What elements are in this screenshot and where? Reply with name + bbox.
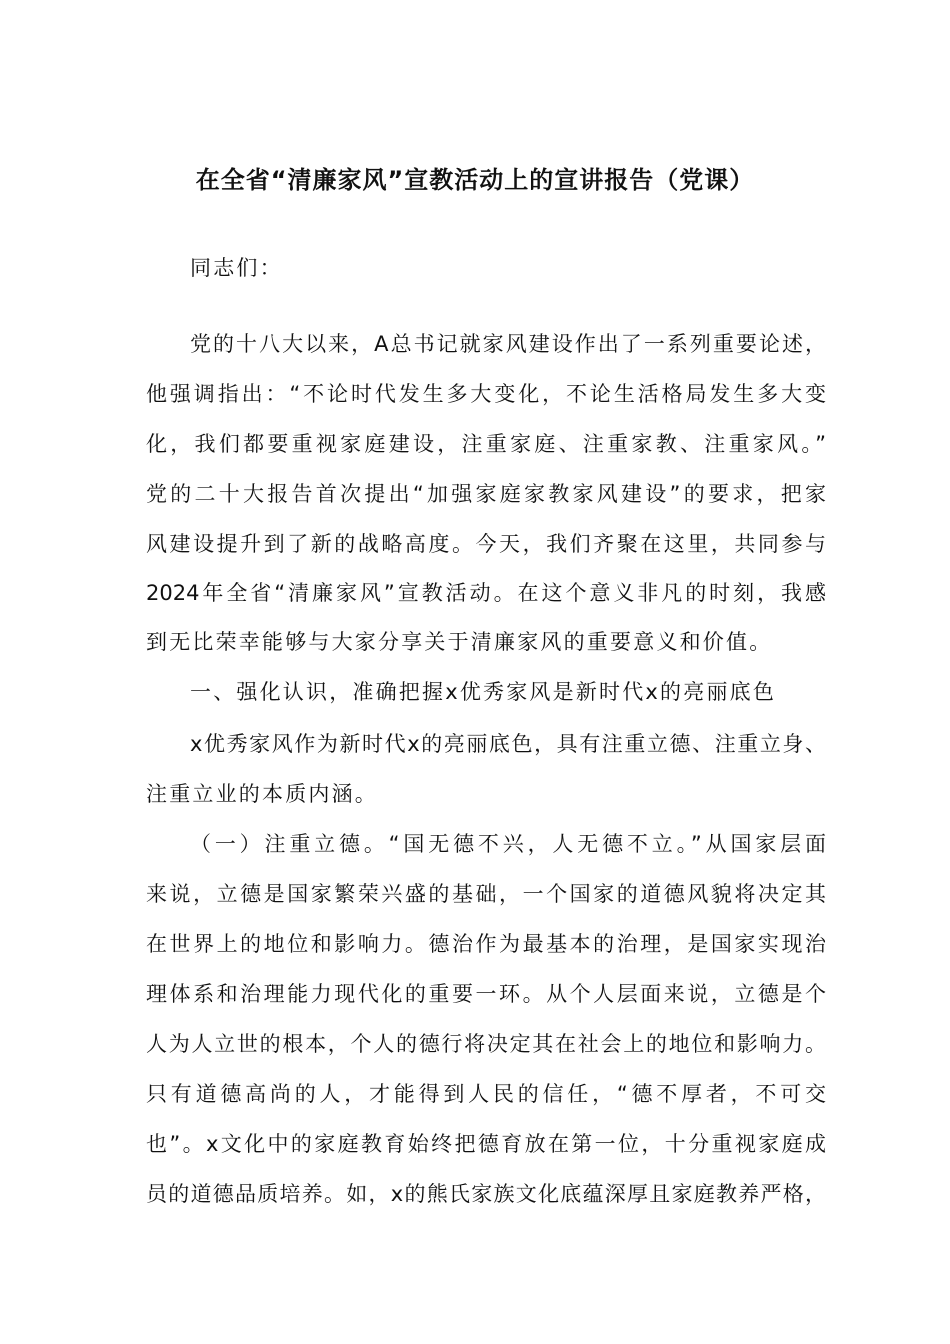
document-title: 在全省“清廉家风”宣教活动上的宣讲报告（党课） (195, 166, 755, 194)
body-line: 风建设提升到了新的战略高度。今天，我们齐聚在这里，共同参与 (146, 532, 826, 556)
body-line: 他强调指出：“不论时代发生多大变化，不论生活格局发生多大变 (146, 382, 826, 406)
body-line: 员的道德品质培养。如，x的熊氏家族文化底蕴深厚且家庭教养严格， (146, 1182, 826, 1206)
body-line: 在世界上的地位和影响力。德治作为最基本的治理，是国家实现治 (146, 932, 826, 956)
body-line: 理体系和治理能力现代化的重要一环。从个人层面来说，立德是个 (146, 982, 826, 1006)
body-line: 党的二十大报告首次提出“加强家庭家教家风建设”的要求，把家 (146, 482, 826, 506)
body-line: 注重立业的本质内涵。 (146, 782, 378, 806)
body-line: 2024年全省“清廉家风”宣教活动。在这个意义非凡的时刻，我感 (146, 581, 826, 605)
body-line: 只有道德高尚的人，才能得到人民的信任，“德不厚者，不可交 (146, 1082, 826, 1106)
body-line: 到无比荣幸能够与大家分享关于清廉家风的重要意义和价值。 (146, 630, 773, 654)
subsection-line: （一）注重立德。“国无德不兴，人无德不立。”从国家层面 (190, 832, 826, 856)
section-heading: 一、强化认识，准确把握x优秀家风是新时代x的亮丽底色 (190, 680, 777, 704)
salutation-line: 同志们： (190, 256, 283, 280)
body-line: 也”。x文化中的家庭教育始终把德育放在第一位，十分重视家庭成 (146, 1132, 826, 1156)
body-line: 化，我们都要重视家庭建设，注重家庭、注重家教、注重家风。” (146, 432, 826, 456)
body-line: 来说，立德是国家繁荣兴盛的基础，一个国家的道德风貌将决定其 (146, 882, 826, 906)
body-line: 人为人立世的根本，个人的德行将决定其在社会上的地位和影响力。 (146, 1032, 826, 1056)
body-line: 党的十八大以来，A总书记就家风建设作出了一系列重要论述， (190, 332, 826, 356)
body-line: x优秀家风作为新时代x的亮丽底色，具有注重立德、注重立身、 (190, 732, 826, 756)
